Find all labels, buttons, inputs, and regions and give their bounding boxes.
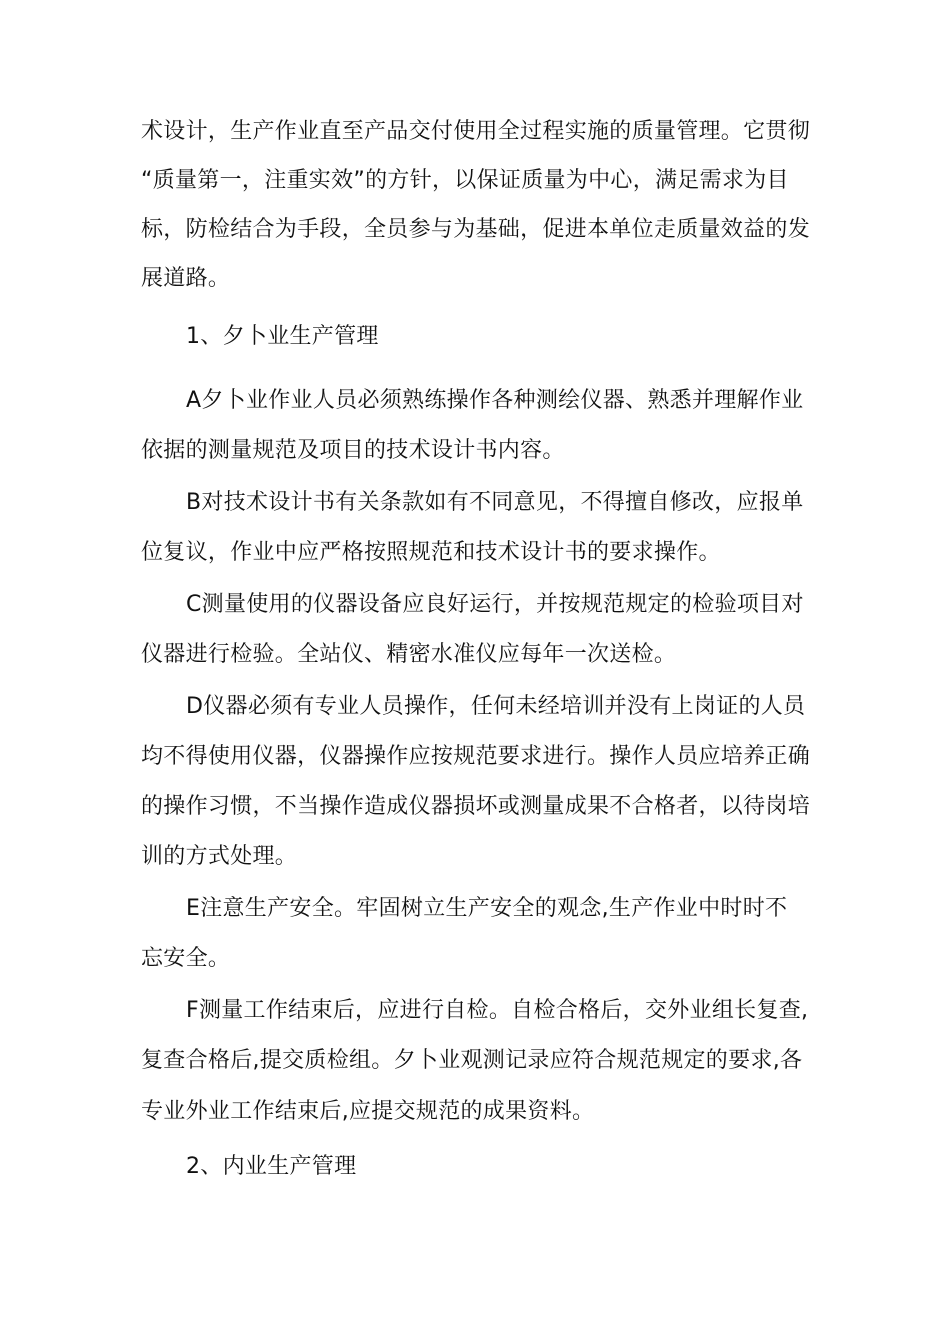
section-heading: 1、夕卜业生产管理 bbox=[186, 324, 379, 349]
paragraph-line: 依据的测量规范及项目的技术设计书内容。 bbox=[141, 438, 565, 463]
paragraph-line: 训的方式处理。 bbox=[141, 844, 298, 869]
paragraph-line: 均不得使用仪器，仪器操作应按规范要求进行。操作人员应培养正确 bbox=[141, 744, 811, 769]
paragraph-line: 位复议，作业中应严格按照规范和技术设计书的要求操作。 bbox=[141, 540, 721, 565]
paragraph-line: B对技术设计书有关条款如有不同意见，不得擅自修改，应报单 bbox=[186, 490, 804, 515]
paragraph-line: “质量第一，注重实效”的方针，以保证质量为中心，满足需求为目 bbox=[141, 168, 789, 193]
paragraph-line: E注意生产安全。牢固树立生产安全的观念,生产作业中时时不 bbox=[186, 896, 788, 921]
paragraph-line: 展道路。 bbox=[141, 266, 231, 291]
paragraph-line: A夕卜业作业人员必须熟练操作各种测绘仪器、熟悉并理解作业 bbox=[186, 388, 804, 413]
paragraph-line: 术设计，生产作业直至产品交付使用全过程实施的质量管理。它贯彻 bbox=[141, 119, 811, 144]
paragraph-line: 仪器进行检验。全站仪、精密水准仪应每年一次送检。 bbox=[141, 642, 677, 667]
paragraph-line: C测量使用的仪器设备应良好运行，并按规范规定的检验项目对 bbox=[186, 592, 804, 617]
paragraph-line: 复查合格后,提交质检组。夕卜业观测记录应符合规范规定的要求,各 bbox=[141, 1048, 803, 1073]
paragraph-line: F测量工作结束后，应进行自检。自检合格后，交外业组长复查, bbox=[186, 998, 809, 1023]
paragraph-line: 忘安全。 bbox=[141, 946, 231, 971]
paragraph-line: D仪器必须有专业人员操作，任何未经培训并没有上岗证的人员 bbox=[186, 694, 806, 719]
paragraph-line: 专业外业工作结束后,应提交规范的成果资料。 bbox=[141, 1099, 595, 1124]
paragraph-line: 标，防检结合为手段，全员参与为基础，促进本单位走质量效益的发 bbox=[141, 217, 811, 242]
paragraph-line: 的操作习惯，不当操作造成仪器损坏或测量成果不合格者，以待岗培 bbox=[141, 794, 811, 819]
section-heading: 2、内业生产管理 bbox=[186, 1154, 357, 1179]
